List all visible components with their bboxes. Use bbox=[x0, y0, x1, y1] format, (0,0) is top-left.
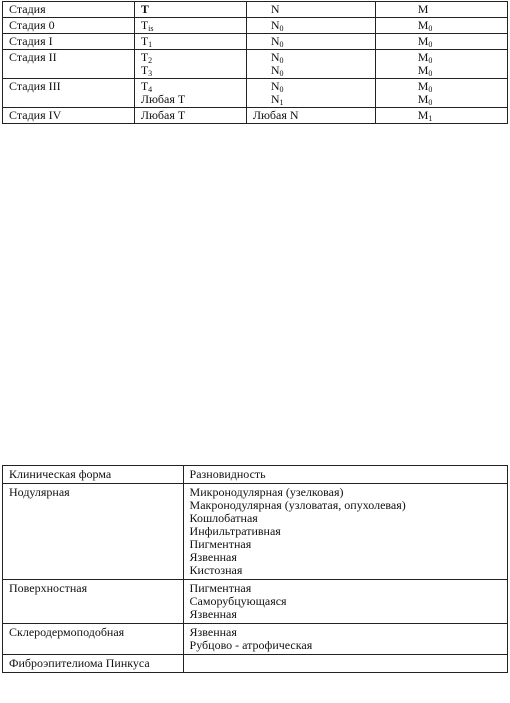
t-cell bbox=[134, 34, 246, 50]
table-row bbox=[3, 580, 508, 624]
stage-cell bbox=[3, 50, 135, 79]
cell-text: $M_0$ bbox=[417, 18, 433, 33]
t-cell bbox=[134, 50, 246, 79]
cell-text: $N_1$ bbox=[270, 92, 284, 107]
stage-cell bbox=[3, 108, 135, 124]
m-cell bbox=[375, 50, 507, 79]
variety-name: Язвенная bbox=[189, 607, 237, 621]
cell-text: $T_{is}$ bbox=[140, 18, 154, 33]
t-cell bbox=[134, 108, 246, 124]
header-stage: Стадия bbox=[3, 2, 135, 18]
cell-text: Любая T bbox=[140, 92, 186, 106]
n-cell bbox=[246, 108, 375, 124]
header-variety: Разновидность bbox=[183, 466, 507, 484]
table-row bbox=[3, 18, 508, 34]
form-cell bbox=[3, 580, 184, 624]
cell-text: Стадия II bbox=[9, 50, 57, 64]
cell-text: $N_0$ bbox=[270, 18, 284, 33]
variety-name: Саморубцующаяся bbox=[189, 594, 287, 608]
stage-cell bbox=[3, 79, 135, 108]
form-name: Поверхностная bbox=[9, 581, 88, 595]
cell-text: Любая N bbox=[252, 108, 299, 122]
cell-text: $T_2$ bbox=[140, 50, 153, 65]
variety-name bbox=[190, 657, 507, 670]
n-cell bbox=[246, 18, 375, 34]
variety-name: Микронодулярная (узелковая) bbox=[189, 485, 344, 499]
table-row bbox=[3, 108, 508, 124]
cell-text: $N_0$ bbox=[270, 34, 284, 49]
m-cell bbox=[375, 79, 507, 108]
clinical-forms-table bbox=[2, 465, 508, 673]
variety-name: Язвенная bbox=[189, 550, 237, 564]
header-t: T bbox=[134, 2, 246, 18]
header-m: M bbox=[375, 2, 507, 18]
variety-name: Рубцово - атрофическая bbox=[189, 638, 313, 652]
cell-text: Стадия IV bbox=[9, 108, 62, 122]
cell-text: Стадия I bbox=[9, 34, 53, 48]
cell-text: $T_4$ bbox=[140, 79, 153, 94]
cell-text: $N_0$ bbox=[270, 63, 284, 78]
form-cell bbox=[3, 624, 184, 655]
table-row bbox=[3, 655, 508, 673]
n-cell bbox=[246, 34, 375, 50]
variety-cell bbox=[183, 484, 507, 580]
variety-cell bbox=[183, 580, 507, 624]
cell-text: Стадия III bbox=[9, 79, 61, 93]
cell-text: $M_0$ bbox=[417, 79, 433, 94]
variety-cell bbox=[183, 624, 507, 655]
form-name: Нодулярная bbox=[9, 485, 70, 499]
form-name: Склеродермоподобная bbox=[9, 625, 125, 639]
variety-name: Инфильтративная bbox=[189, 524, 281, 538]
m-cell bbox=[375, 18, 507, 34]
form-cell bbox=[3, 484, 184, 580]
cell-text: $M_0$ bbox=[417, 50, 433, 65]
n-cell bbox=[246, 50, 375, 79]
variety-name: Кошлобатная bbox=[189, 511, 258, 525]
t-cell bbox=[134, 18, 246, 34]
variety-cell bbox=[183, 655, 507, 673]
n-cell bbox=[246, 79, 375, 108]
variety-name: Макронодулярная (узловатая, опухолевая) bbox=[189, 498, 406, 512]
cell-text: $M_1$ bbox=[417, 108, 433, 123]
form-name: Фиброэпителиома Пинкуса bbox=[9, 656, 150, 670]
stage-cell bbox=[3, 34, 135, 50]
cell-text: $M_0$ bbox=[417, 63, 433, 78]
cell-text: Любая T bbox=[140, 108, 186, 122]
t-cell bbox=[134, 79, 246, 108]
variety-name: Кистозная bbox=[189, 563, 243, 577]
table-row bbox=[3, 50, 508, 79]
table-row bbox=[3, 34, 508, 50]
cell-text: $T_1$ bbox=[140, 34, 153, 49]
cell-text: $N_0$ bbox=[270, 50, 284, 65]
m-cell bbox=[375, 34, 507, 50]
table-row bbox=[3, 79, 508, 108]
variety-name: Язвенная bbox=[189, 625, 237, 639]
variety-name: Пигментная bbox=[189, 581, 252, 595]
table-row bbox=[3, 624, 508, 655]
stage-cell bbox=[3, 18, 135, 34]
m-cell bbox=[375, 108, 507, 124]
cell-text: $M_0$ bbox=[417, 34, 433, 49]
cell-text: $N_0$ bbox=[270, 79, 284, 94]
tnm-stage-table bbox=[2, 1, 508, 124]
cell-text: $M_0$ bbox=[417, 92, 433, 107]
header-form: Клиническая форма bbox=[3, 466, 184, 484]
cell-text: Стадия 0 bbox=[9, 18, 55, 32]
form-cell bbox=[3, 655, 184, 673]
header-n: N bbox=[246, 2, 375, 18]
table-row bbox=[3, 484, 508, 580]
table-header-row bbox=[3, 466, 508, 484]
cell-text: $T_3$ bbox=[140, 63, 153, 78]
variety-name: Пигментная bbox=[189, 537, 252, 551]
table-header-row bbox=[3, 2, 508, 18]
